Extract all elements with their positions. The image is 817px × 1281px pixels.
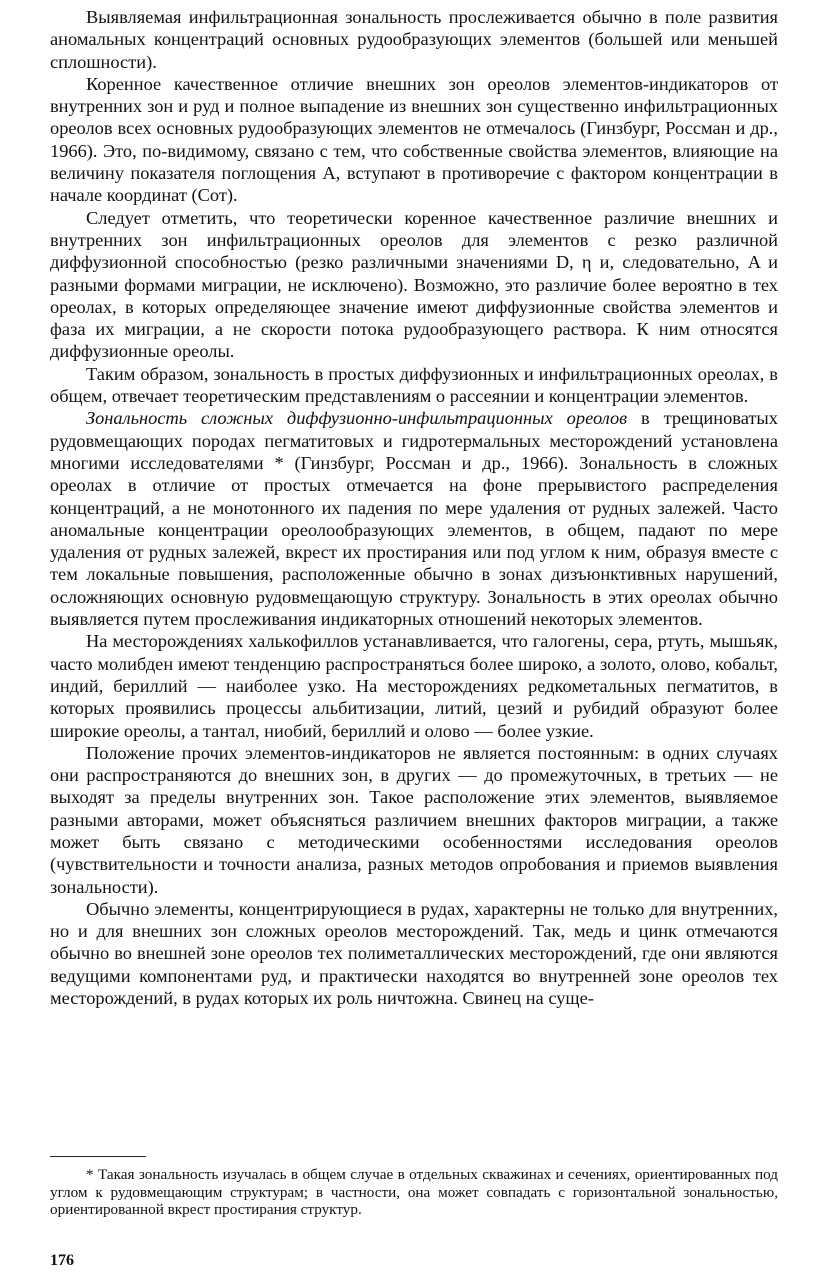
- page-body: [50, 6, 778, 1009]
- paragraph-4: Таким образом, зональность в простых диффузионных и инфильтрационных ореолах, в общем, отвечает теоретическим представлениям о рассеянии и концентрации элементов.: [50, 363, 778, 407]
- paragraph-8: Обычно элементы, концентрирующиеся в рудах, характерны не только для внутренних, но и для внешних зон сложных ореолов месторождений. Так, медь и цинк отмечаются обычно во внешней зоне ореолов тех полиметаллических месторождений, где они являются ведущими компонентами руд, и практически находятся во внутренней зоне ореолов тех месторождений, в рудах которых их роль ничтожна. Свинец на суще-: [50, 898, 778, 1009]
- footnote-divider: [50, 1156, 146, 1157]
- paragraph-5: [50, 407, 778, 630]
- paragraph-5-text: в трещиноватых рудовмещающих породах пегматитовых и гидротермальных месторождений установлена многими исследователями * (Гинзбург, Россман и др., 1966). Зональность в сложных ореолах в отличие от простых отмечается на фоне прерывистого распределения концентраций, а не монотонного их падения по мере удаления от рудных залежей. Часто аномальные концентрации ореолообразующих элементов, в общем, падают по мере удаления от рудных залежей, вкрест их простирания или под углом к ним, образуя вместе с тем локальные повышения, расположенные обычно в зонах дизъюнктивных нарушений, осложняющих основную рудовмещающую структуру. Зональность в этих ореолах обычно выявляется путем прослеживания индикаторных отношений некоторых элементов.: [50, 408, 778, 630]
- paragraph-1: Выявляемая инфильтрационная зональность прослеживается обычно в поле развития аномальных концентраций основных рудообразующих элементов (большей или меньшей сплошности).: [50, 7, 778, 72]
- paragraph-5-italic-heading: Зональность сложных диффузионно-инфильтрационных ореолов: [86, 408, 628, 429]
- paragraph-6: На месторождениях халькофиллов устанавливается, что галогены, сера, ртуть, мышьяк, часто молибден имеют тенденцию распространяться более широко, а золото, олово, кобальт, индий, бериллий — наиболее узко. На месторождениях редкометальных пегматитов, в которых проявились процессы альбитизации, литий, цезий и рубидий образуют более широкие ореолы, а тантал, ниобий, бериллий и олово — более узкие.: [50, 631, 778, 741]
- paragraph-3: Следует отметить, что теоретически коренное качественное различие внешних и внутренних зон инфильтрационных ореолов для элементов с резко различной диффузионной способностью (резко различными значениями D, η и, следовательно, A и разными формами миграции, не исключено). Возможно, это различие более вероятно в тех ореолах, в которых определяющее значение имеют диффузионные свойства элементов и фаза их миграции, а не скорости потока рудообразующего раствора. К ним относятся диффузионные ореолы.: [50, 207, 778, 362]
- paragraph-2: Коренное качественное отличие внешних зон ореолов элементов-индикаторов от внутренних зон и руд и полное выпадение из внешних зон существенно инфильтрационных ореолов всех основных рудообразующих элементов не отмечалось (Гинзбург, Россман и др., 1966). Это, по-видимому, связано с тем, что собственные свойства элементов, влияющие на величину показателя поглощения A, вступают в противоречие с фактором концентрации в начале координат (Cот).: [50, 73, 778, 206]
- page-number: 176: [50, 1252, 74, 1269]
- footnote: * Такая зональность изучалась в общем случае в отдельных скважинах и сечениях, ориентированных под углом к рудовмещающим структурам; в частности, она может совпадать с горизонтальной зональностью, ориентированной вкрест простирания структур.: [50, 1166, 778, 1219]
- paragraph-7: Положение прочих элементов-индикаторов не является постоянным: в одних случаях они распространяются до внешних зон, в других — до промежуточных, в третьих — не выходят за пределы внутренних зон. Такое расположение этих элементов, выявляемое разными авторами, может объясняться различием внешних факторов миграции, а также может быть связано с методическими особенностями исследования ореолов (чувствительности и точности анализа, разных методов опробования и приемов выявления зональности).: [50, 742, 778, 897]
